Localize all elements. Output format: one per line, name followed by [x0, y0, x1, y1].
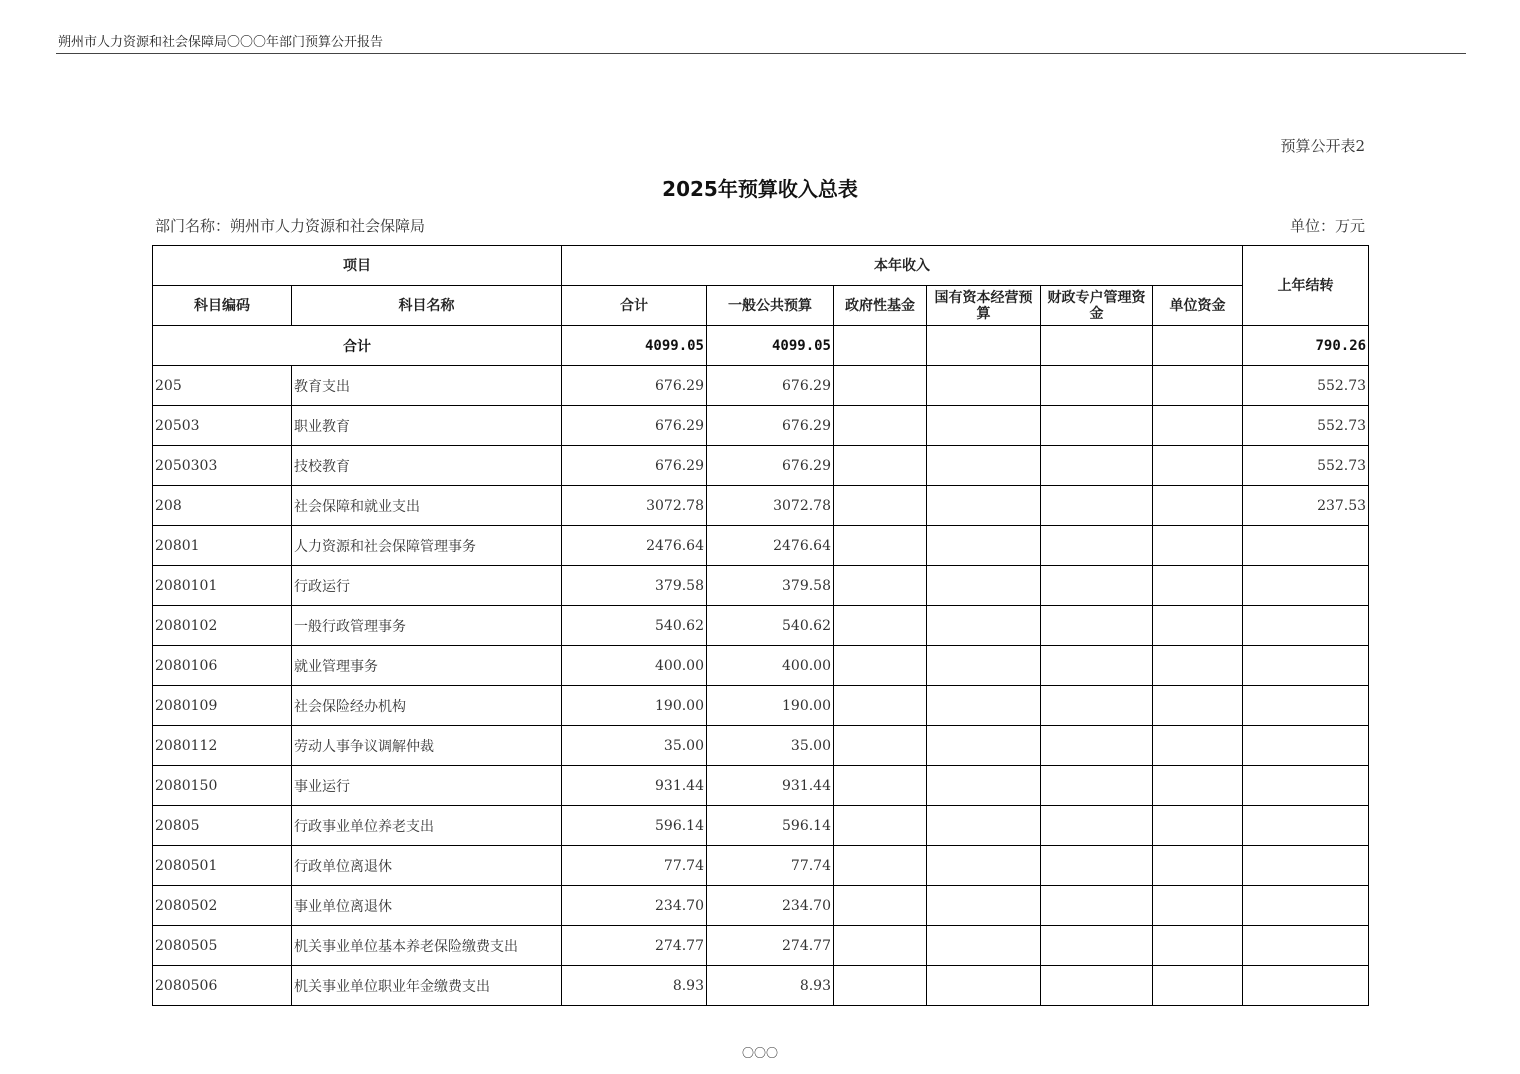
cell-gov-fund — [834, 646, 927, 686]
cell-name: 行政单位离退休 — [292, 846, 562, 886]
cell-unit-fund — [1153, 926, 1243, 966]
cell-name: 人力资源和社会保障管理事务 — [292, 526, 562, 566]
cell-code: 2080502 — [153, 886, 292, 926]
cell-code: 20801 — [153, 526, 292, 566]
cell-name: 教育支出 — [292, 366, 562, 406]
table-row — [153, 406, 1369, 446]
total-cell-carryover: 790.26 — [1243, 326, 1369, 366]
cell-unit-fund — [1153, 366, 1243, 406]
table-row — [153, 926, 1369, 966]
cell-state-capital — [927, 446, 1041, 486]
header-fiscal-special: 财政专户管理资金 — [1041, 286, 1153, 326]
cell-name: 就业管理事务 — [292, 646, 562, 686]
table-row — [153, 486, 1369, 526]
cell-fiscal-special — [1041, 486, 1153, 526]
cell-carryover: 552.73 — [1243, 366, 1369, 406]
cell-general: 8.93 — [707, 966, 834, 1006]
cell-total: 190.00 — [562, 686, 707, 726]
cell-code: 208 — [153, 486, 292, 526]
cell-gov-fund — [834, 766, 927, 806]
cell-state-capital — [927, 726, 1041, 766]
cell-code: 205 — [153, 366, 292, 406]
cell-code: 2050303 — [153, 446, 292, 486]
header-gov-fund: 政府性基金 — [834, 286, 927, 326]
cell-unit-fund — [1153, 806, 1243, 846]
cell-gov-fund — [834, 526, 927, 566]
cell-code: 20503 — [153, 406, 292, 446]
cell-name: 事业单位离退休 — [292, 886, 562, 926]
cell-code: 2080505 — [153, 926, 292, 966]
table-row — [153, 766, 1369, 806]
page-title: 2025年预算收入总表 — [662, 177, 858, 201]
cell-general: 931.44 — [707, 766, 834, 806]
total-cell-total: 4099.05 — [562, 326, 707, 366]
cell-unit-fund — [1153, 566, 1243, 606]
cell-total: 274.77 — [562, 926, 707, 966]
cell-unit-fund — [1153, 966, 1243, 1006]
cell-state-capital — [927, 526, 1041, 566]
total-label: 合计 — [153, 326, 562, 366]
cell-name: 技校教育 — [292, 446, 562, 486]
total-cell-unit-fund — [1153, 326, 1243, 366]
cell-gov-fund — [834, 926, 927, 966]
cell-code: 2080109 — [153, 686, 292, 726]
table-row — [153, 806, 1369, 846]
table-row — [153, 966, 1369, 1006]
header-carryover: 上年结转 — [1243, 246, 1369, 326]
total-cell-general: 4099.05 — [707, 326, 834, 366]
table-row — [153, 606, 1369, 646]
cell-name: 事业运行 — [292, 766, 562, 806]
cell-gov-fund — [834, 446, 927, 486]
cell-unit-fund — [1153, 526, 1243, 566]
cell-code: 2080112 — [153, 726, 292, 766]
cell-fiscal-special — [1041, 686, 1153, 726]
cell-unit-fund — [1153, 766, 1243, 806]
cell-gov-fund — [834, 686, 927, 726]
cell-total: 540.62 — [562, 606, 707, 646]
cell-gov-fund — [834, 366, 927, 406]
total-row — [153, 326, 1369, 366]
cell-total: 400.00 — [562, 646, 707, 686]
cell-total: 676.29 — [562, 366, 707, 406]
cell-general: 379.58 — [707, 566, 834, 606]
cell-total: 2476.64 — [562, 526, 707, 566]
cell-carryover — [1243, 686, 1369, 726]
cell-name: 一般行政管理事务 — [292, 606, 562, 646]
cell-carryover: 237.53 — [1243, 486, 1369, 526]
table-row — [153, 686, 1369, 726]
cell-state-capital — [927, 366, 1041, 406]
cell-carryover: 552.73 — [1243, 406, 1369, 446]
cell-fiscal-special — [1041, 566, 1153, 606]
cell-state-capital — [927, 926, 1041, 966]
header-item: 项目 — [153, 246, 562, 286]
cell-gov-fund — [834, 846, 927, 886]
header-row-2 — [153, 286, 1369, 326]
cell-state-capital — [927, 606, 1041, 646]
cell-unit-fund — [1153, 886, 1243, 926]
cell-total: 77.74 — [562, 846, 707, 886]
table-row — [153, 526, 1369, 566]
header-rule — [56, 53, 1466, 54]
cell-carryover — [1243, 966, 1369, 1006]
header-current-income: 本年收入 — [562, 246, 1243, 286]
cell-code: 2080101 — [153, 566, 292, 606]
cell-unit-fund — [1153, 646, 1243, 686]
cell-carryover — [1243, 926, 1369, 966]
cell-code: 2080106 — [153, 646, 292, 686]
table-row — [153, 446, 1369, 486]
cell-unit-fund — [1153, 406, 1243, 446]
cell-state-capital — [927, 846, 1041, 886]
cell-name: 劳动人事争议调解仲裁 — [292, 726, 562, 766]
cell-fiscal-special — [1041, 526, 1153, 566]
cell-state-capital — [927, 966, 1041, 1006]
cell-general: 190.00 — [707, 686, 834, 726]
cell-name: 社会保险经办机构 — [292, 686, 562, 726]
table-row — [153, 646, 1369, 686]
page-number: 〇〇〇 — [741, 1046, 778, 1060]
cell-total: 676.29 — [562, 406, 707, 446]
table-row — [153, 566, 1369, 606]
total-cell-fiscal-special — [1041, 326, 1153, 366]
cell-general: 3072.78 — [707, 486, 834, 526]
cell-state-capital — [927, 686, 1041, 726]
cell-carryover — [1243, 766, 1369, 806]
cell-total: 234.70 — [562, 886, 707, 926]
cell-name: 机关事业单位基本养老保险缴费支出 — [292, 926, 562, 966]
cell-name: 机关事业单位职业年金缴费支出 — [292, 966, 562, 1006]
cell-general: 676.29 — [707, 446, 834, 486]
cell-gov-fund — [834, 486, 927, 526]
cell-fiscal-special — [1041, 446, 1153, 486]
cell-general: 77.74 — [707, 846, 834, 886]
cell-gov-fund — [834, 726, 927, 766]
header-total: 合计 — [562, 286, 707, 326]
cell-general: 676.29 — [707, 366, 834, 406]
cell-unit-fund — [1153, 686, 1243, 726]
cell-total: 35.00 — [562, 726, 707, 766]
cell-total: 676.29 — [562, 446, 707, 486]
cell-total: 931.44 — [562, 766, 707, 806]
cell-gov-fund — [834, 966, 927, 1006]
cell-name: 职业教育 — [292, 406, 562, 446]
total-cell-gov-fund — [834, 326, 927, 366]
table-row — [153, 846, 1369, 886]
cell-state-capital — [927, 646, 1041, 686]
cell-name: 社会保障和就业支出 — [292, 486, 562, 526]
header-unit-fund: 单位资金 — [1153, 286, 1243, 326]
cell-gov-fund — [834, 886, 927, 926]
cell-general: 274.77 — [707, 926, 834, 966]
cell-carryover — [1243, 726, 1369, 766]
cell-fiscal-special — [1041, 646, 1153, 686]
running-header: 朔州市人力资源和社会保障局〇〇〇年部门预算公开报告 — [58, 35, 384, 50]
cell-fiscal-special — [1041, 406, 1153, 446]
header-general-budget: 一般公共预算 — [707, 286, 834, 326]
cell-unit-fund — [1153, 486, 1243, 526]
cell-name: 行政运行 — [292, 566, 562, 606]
cell-fiscal-special — [1041, 966, 1153, 1006]
unit-label: 单位：万元 — [1289, 217, 1365, 235]
cell-state-capital — [927, 886, 1041, 926]
cell-state-capital — [927, 806, 1041, 846]
cell-fiscal-special — [1041, 806, 1153, 846]
cell-fiscal-special — [1041, 846, 1153, 886]
cell-fiscal-special — [1041, 766, 1153, 806]
table-row — [153, 886, 1369, 926]
header-state-capital: 国有资本经营预算 — [927, 286, 1041, 326]
header-name: 科目名称 — [292, 286, 562, 326]
cell-total: 596.14 — [562, 806, 707, 846]
cell-code: 2080506 — [153, 966, 292, 1006]
total-cell-state-capital — [927, 326, 1041, 366]
cell-fiscal-special — [1041, 926, 1153, 966]
cell-code: 2080501 — [153, 846, 292, 886]
cell-carryover — [1243, 566, 1369, 606]
cell-gov-fund — [834, 406, 927, 446]
cell-carryover — [1243, 646, 1369, 686]
cell-total: 8.93 — [562, 966, 707, 1006]
cell-state-capital — [927, 486, 1041, 526]
cell-general: 596.14 — [707, 806, 834, 846]
cell-unit-fund — [1153, 726, 1243, 766]
table-row — [153, 726, 1369, 766]
table-row — [153, 366, 1369, 406]
cell-general: 676.29 — [707, 406, 834, 446]
cell-code: 20805 — [153, 806, 292, 846]
cell-fiscal-special — [1041, 726, 1153, 766]
cell-code: 2080102 — [153, 606, 292, 646]
cell-carryover — [1243, 526, 1369, 566]
cell-gov-fund — [834, 806, 927, 846]
cell-general: 400.00 — [707, 646, 834, 686]
cell-code: 2080150 — [153, 766, 292, 806]
cell-unit-fund — [1153, 846, 1243, 886]
cell-state-capital — [927, 766, 1041, 806]
cell-general: 540.62 — [707, 606, 834, 646]
cell-fiscal-special — [1041, 366, 1153, 406]
header-code: 科目编码 — [153, 286, 292, 326]
cell-name: 行政事业单位养老支出 — [292, 806, 562, 846]
budget-income-table — [152, 245, 1369, 1006]
cell-unit-fund — [1153, 606, 1243, 646]
cell-general: 35.00 — [707, 726, 834, 766]
department-label: 部门名称：朔州市人力资源和社会保障局 — [155, 217, 426, 235]
cell-fiscal-special — [1041, 886, 1153, 926]
cell-unit-fund — [1153, 446, 1243, 486]
cell-general: 2476.64 — [707, 526, 834, 566]
cell-carryover: 552.73 — [1243, 446, 1369, 486]
cell-carryover — [1243, 886, 1369, 926]
table-code: 预算公开表2 — [1280, 137, 1365, 155]
cell-gov-fund — [834, 566, 927, 606]
cell-fiscal-special — [1041, 606, 1153, 646]
cell-state-capital — [927, 406, 1041, 446]
cell-state-capital — [927, 566, 1041, 606]
cell-general: 234.70 — [707, 886, 834, 926]
cell-carryover — [1243, 606, 1369, 646]
cell-total: 3072.78 — [562, 486, 707, 526]
header-row-1 — [153, 246, 1369, 286]
cell-carryover — [1243, 846, 1369, 886]
cell-total: 379.58 — [562, 566, 707, 606]
cell-gov-fund — [834, 606, 927, 646]
cell-carryover — [1243, 806, 1369, 846]
